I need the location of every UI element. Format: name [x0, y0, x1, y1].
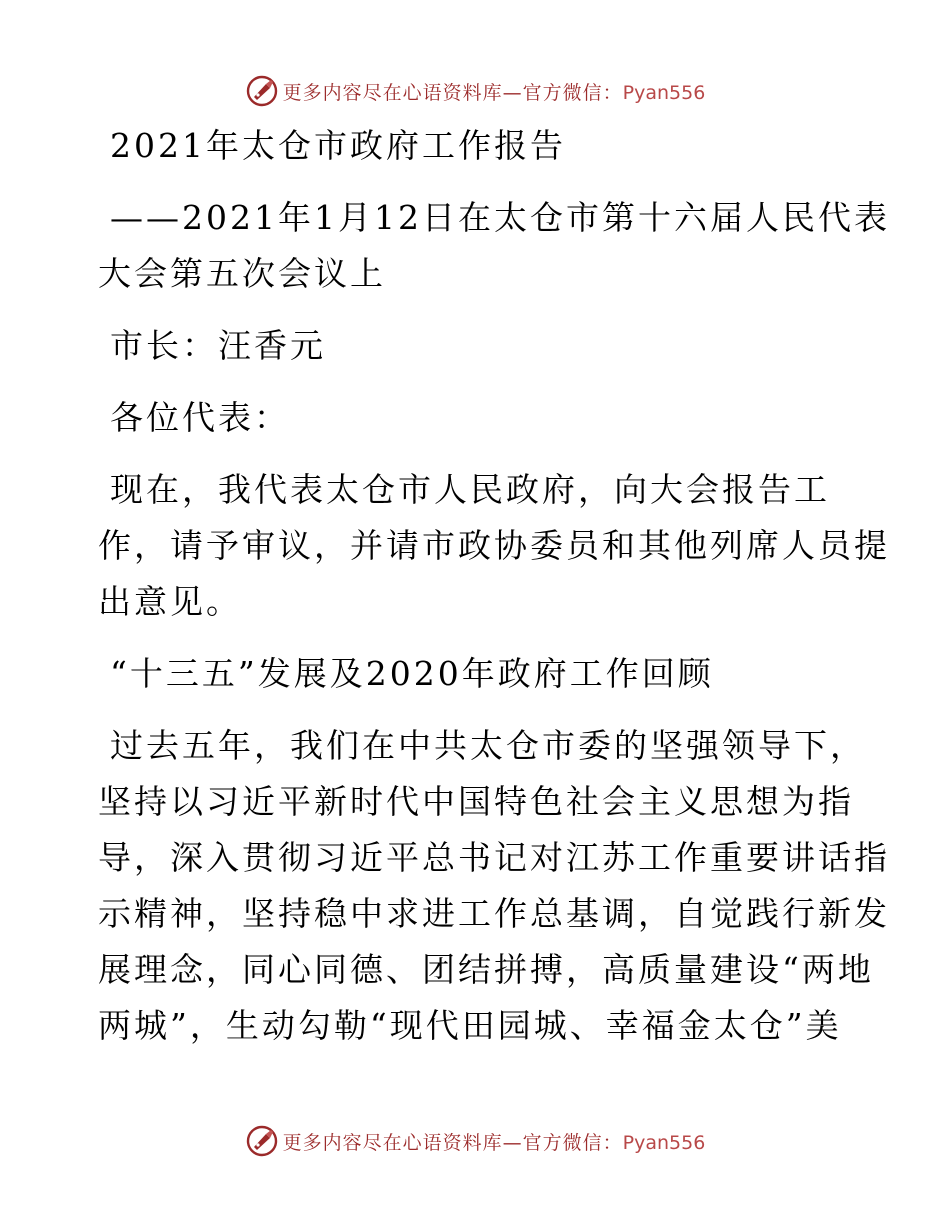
intro-line: 作，请予审议，并请市政协委员和其他列席人员提 — [98, 526, 890, 565]
footer-watermark-text: 更多内容尽在心语资料库—官方微信：Pyan556 — [282, 1131, 706, 1154]
header-watermark — [0, 71, 950, 111]
document-title: 2021年太仓市政府工作报告 — [110, 126, 566, 165]
body-line: 两城”，生动勾勒“现代田园城、幸福金太仓”美 — [98, 1006, 842, 1045]
subtitle-line: 大会第五次会议上 — [98, 254, 386, 293]
document-body — [98, 118, 890, 1070]
footer-wechat-id: Pyan556 — [622, 1131, 706, 1154]
section-heading: “十三五”发展及2020年政府工作回顾 — [110, 654, 714, 693]
document-subtitle — [98, 190, 890, 302]
body-paragraph — [98, 718, 890, 1054]
footer-watermark — [0, 1121, 950, 1161]
pen-nib-circle-icon — [245, 1124, 279, 1158]
pen-nib-circle-icon — [245, 74, 279, 108]
body-line: 坚持以习近平新时代中国特色社会主义思想为指 — [98, 782, 854, 821]
header-watermark-text: 更多内容尽在心语资料库—官方微信：Pyan556 — [282, 81, 706, 104]
greeting-line: 各位代表： — [110, 398, 290, 437]
body-line: 展理念，同心同德、团结拼搏，高质量建设“两地 — [98, 950, 874, 989]
body-line: 导，深入贯彻习近平总书记对江苏工作重要讲话指 — [98, 838, 890, 877]
subtitle-line: ——2021年1月12日在太仓市第十六届人民代表 — [110, 198, 890, 237]
intro-paragraph — [98, 462, 890, 630]
intro-line: 现在，我代表太仓市人民政府，向大会报告工 — [110, 470, 830, 509]
body-line: 示精神，坚持稳中求进工作总基调，自觉践行新发 — [98, 894, 890, 933]
body-line: 过去五年，我们在中共太仓市委的坚强领导下， — [110, 726, 866, 765]
intro-line: 出意见。 — [98, 582, 242, 621]
speaker-line: 市长：汪香元 — [110, 326, 326, 365]
header-wechat-id: Pyan556 — [622, 81, 706, 104]
